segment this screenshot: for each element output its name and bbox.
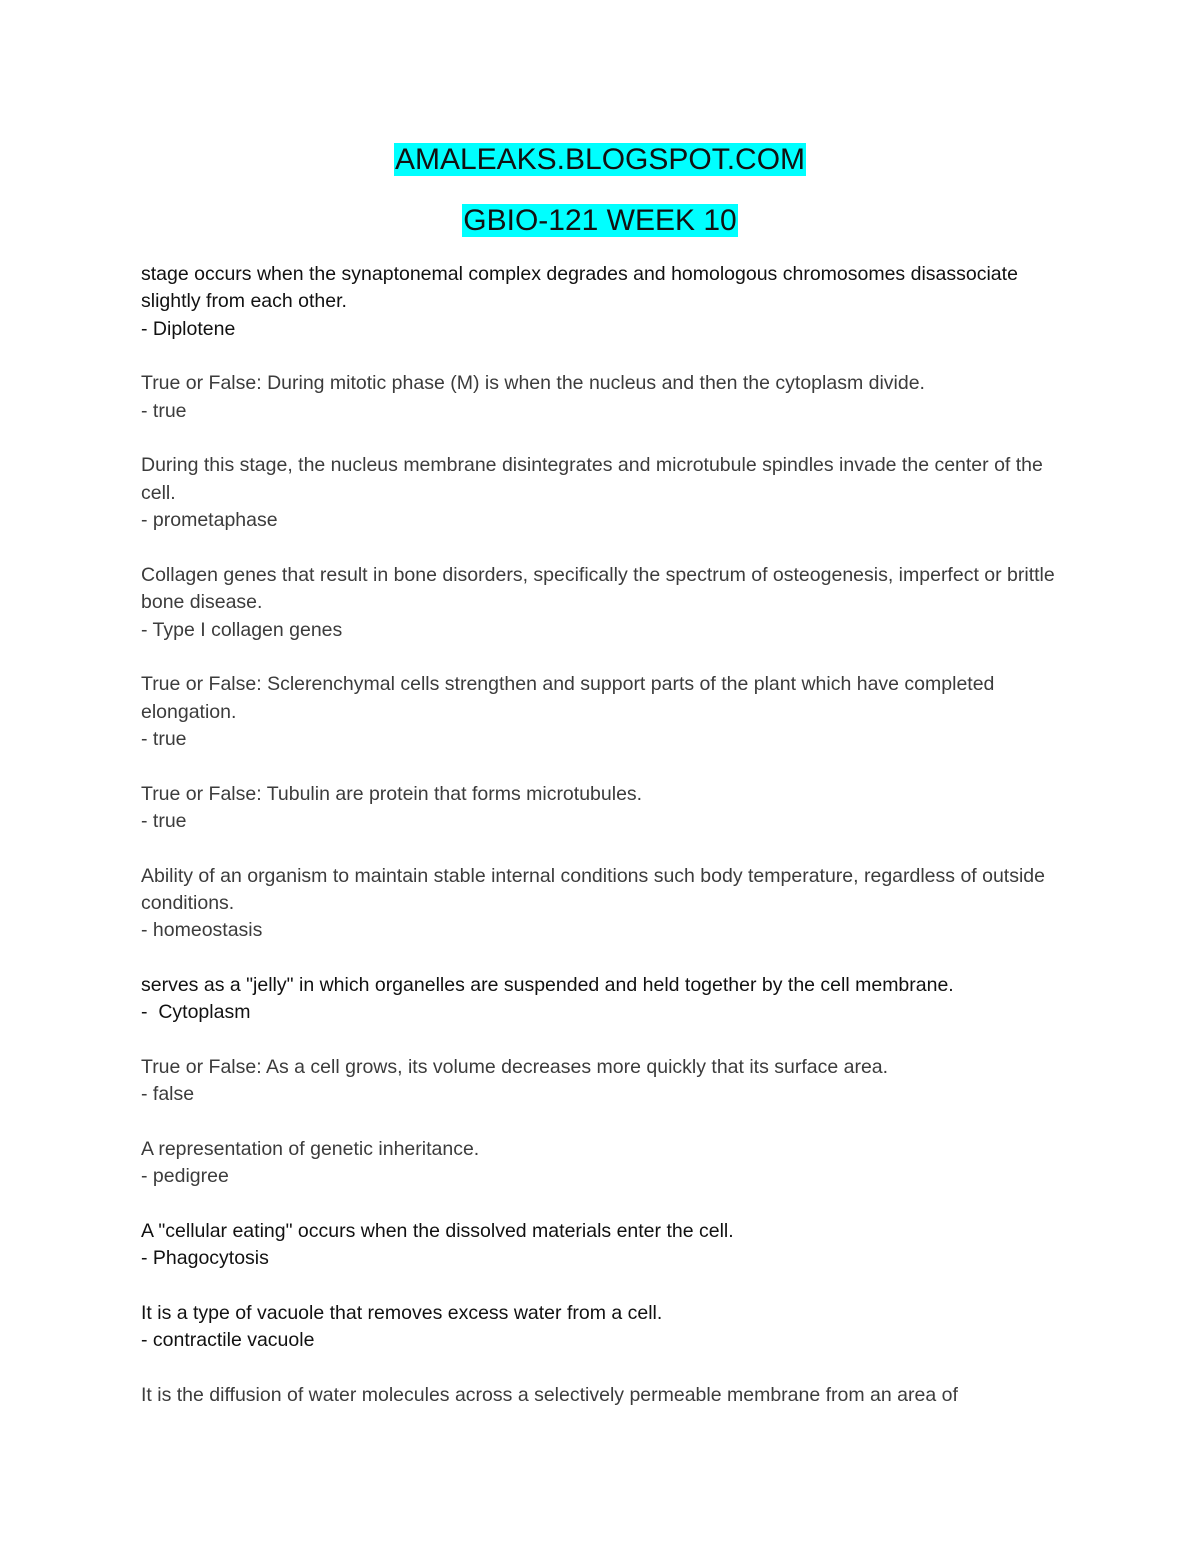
answer-text: - prometaphase <box>141 509 278 532</box>
qa-item <box>141 1218 1071 1273</box>
qa-item <box>141 562 1071 644</box>
answer-text: - true <box>141 399 187 422</box>
course-heading-text: GBIO-121 WEEK 10 <box>463 204 737 237</box>
question-text: Ability of an organism to maintain stable internal conditions such body temperature, regardless of outside conditions. <box>141 864 1045 915</box>
question-text: During this stage, the nucleus membrane disintegrates and microtubule spindles invade the center of the cell. <box>141 454 1043 504</box>
course-heading <box>0 203 1200 239</box>
question-text: It is the diffusion of water molecules across a selectively permeable membrane from an area of <box>141 1384 958 1407</box>
qa-item <box>141 370 1071 425</box>
answer-text: - Diplotene <box>141 317 236 340</box>
question-text: True or False: During mitotic phase (M) is when the nucleus and then the cytoplasm divide. <box>141 372 925 395</box>
answer-text: - pedigree <box>141 1165 229 1188</box>
question-list <box>141 261 1071 1437</box>
question-text: It is a type of vacuole that removes excess water from a cell. <box>141 1302 663 1325</box>
question-text: True or False: Sclerenchymal cells strengthen and support parts of the plant which have completed elongation. <box>141 673 995 723</box>
answer-text: - Cytoplasm <box>141 1001 251 1024</box>
answer-text: - contractile vacuole <box>141 1329 315 1352</box>
answer-text: - true <box>141 810 187 833</box>
qa-item <box>141 452 1071 534</box>
qa-item <box>141 781 1071 836</box>
answer-text: - Type I collagen genes <box>141 618 343 641</box>
qa-item <box>141 261 1071 343</box>
qa-item <box>141 671 1071 753</box>
question-text: serves as a "jelly" in which organelles are suspended and held together by the cell membrane. <box>141 974 954 997</box>
question-text: Collagen genes that result in bone disorders, specifically the spectrum of osteogenesis, imperfect or brittle bone disease. <box>141 563 1055 614</box>
site-heading <box>0 142 1200 178</box>
site-heading-text: AMALEAKS.BLOGSPOT.COM <box>394 143 806 176</box>
question-text: A "cellular eating" occurs when the dissolved materials enter the cell. <box>141 1220 734 1243</box>
qa-item <box>141 1300 1071 1355</box>
answer-text: - homeostasis <box>141 919 263 942</box>
answer-text: - Phagocytosis <box>141 1247 269 1270</box>
qa-item <box>141 1136 1071 1191</box>
question-text: True or False: Tubulin are protein that forms microtubules. <box>141 782 643 805</box>
answer-text: - false <box>141 1083 195 1106</box>
question-text: True or False: As a cell grows, its volume decreases more quickly that its surface area. <box>141 1056 889 1079</box>
qa-item <box>141 1382 1071 1409</box>
answer-text: - true <box>141 728 187 751</box>
qa-item <box>141 972 1071 1027</box>
qa-item <box>141 1054 1071 1109</box>
question-text: A representation of genetic inheritance. <box>141 1138 480 1161</box>
question-text: stage occurs when the synaptonemal complex degrades and homologous chromosomes disassociate slightly from each other. <box>141 263 1018 313</box>
qa-item <box>141 863 1071 945</box>
